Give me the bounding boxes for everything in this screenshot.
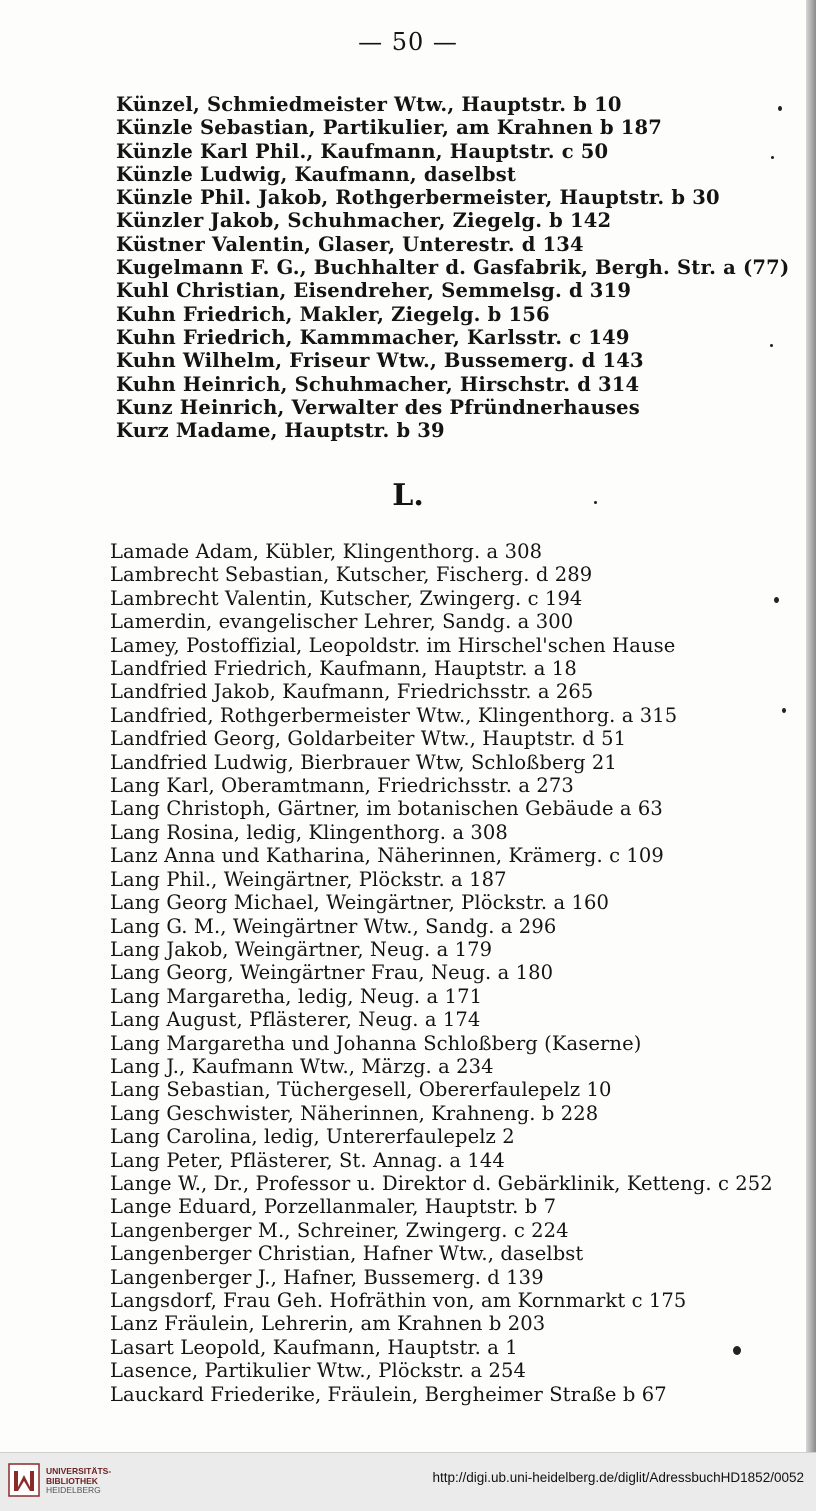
directory-entry: Langenberger M., Schreiner, Zwingerg. c 224 — [110, 1218, 569, 1242]
directory-entry: Lang Jakob, Weingärtner, Neug. a 179 — [110, 937, 493, 961]
scan-speck — [771, 156, 774, 159]
directory-entry: Lang Sebastian, Tüchergesell, Obererfaulepelz 10 — [110, 1078, 612, 1102]
entries-k — [116, 93, 796, 442]
scan-speck — [782, 708, 786, 713]
directory-entry: Langenberger Christian, Hafner Wtw., daselbst — [110, 1242, 584, 1266]
directory-entry: Landfried Ludwig, Bierbrauer Wtw, Schloßberg 21 — [110, 750, 617, 774]
directory-entry: Lang Christoph, Gärtner, im botanischen Gebäude a 63 — [110, 797, 663, 821]
scan-speck — [778, 106, 782, 111]
directory-entry: Kuhn Wilhelm, Friseur Wtw., Bussemerg. d 143 — [116, 349, 644, 373]
directory-entry: Lamade Adam, Kübler, Klingenthorg. a 308 — [110, 540, 543, 563]
directory-entry: Lange Eduard, Porzellanmaler, Hauptstr. b 7 — [110, 1195, 557, 1219]
directory-entry: Lang Peter, Pflästerer, St. Annag. a 144 — [110, 1148, 505, 1172]
scan-speck — [733, 1346, 741, 1355]
directory-entry: Lauckard Friederike, Fräulein, Bergheimer Straße b 67 — [110, 1382, 667, 1406]
directory-entry: Lang Phil., Weingärtner, Plöckstr. a 187 — [110, 867, 507, 891]
directory-entry: Langenberger J., Hafner, Bussemerg. d 139 — [110, 1265, 544, 1289]
source-url-link[interactable]: http://digi.ub.uni-heidelberg.de/diglit/AdressbuchHD1852/0052 — [432, 1470, 804, 1485]
logo-line-3: HEIDELBERG — [46, 1485, 101, 1495]
entries-l — [110, 540, 800, 1406]
logo-line-2: BIBLIOTHEK — [46, 1475, 98, 1486]
directory-entry: Künzle Karl Phil., Kaufmann, Hauptstr. c 50 — [116, 139, 609, 163]
directory-entry: Küstner Valentin, Glaser, Unterestr. d 134 — [116, 232, 584, 256]
directory-entry: Kuhn Friedrich, Makler, Ziegelg. b 156 — [116, 302, 550, 326]
directory-entry: Lasart Leopold, Kaufmann, Hauptstr. a 1 — [110, 1335, 518, 1359]
directory-entry: Lang Margaretha und Johanna Schloßberg (Kaserne) — [110, 1031, 642, 1055]
directory-entry: Künzle Sebastian, Partikulier, am Krahnen b 187 — [116, 116, 663, 140]
page-edge-shadow — [806, 0, 816, 1452]
directory-entry: Lang J., Kaufmann Wtw., Märzg. a 234 — [110, 1054, 494, 1078]
directory-entry: Kuhl Christian, Eisendreher, Semmelsg. d 319 — [116, 279, 632, 303]
directory-entry: Landfried, Rothgerbermeister Wtw., Klingenthorg. a 315 — [110, 703, 678, 727]
directory-entry: Lang G. M., Weingärtner Wtw., Sandg. a 296 — [110, 914, 557, 938]
directory-entry: Lang Georg Michael, Weingärtner, Plöckstr. a 160 — [110, 891, 609, 915]
directory-entry: Lang Karl, Oberamtmann, Friedrichsstr. a 273 — [110, 774, 574, 798]
directory-entry: Lang Geschwister, Näherinnen, Krahneng. b 228 — [110, 1101, 599, 1125]
directory-entry: Lang August, Pflästerer, Neug. a 174 — [110, 1008, 481, 1032]
footer-bar — [0, 1452, 816, 1511]
directory-entry: Landfried Jakob, Kaufmann, Friedrichsstr. a 265 — [110, 680, 594, 704]
scan-speck — [774, 597, 779, 603]
directory-entry: Künzel, Schmiedmeister Wtw., Hauptstr. b 10 — [116, 93, 622, 116]
directory-entry: Kugelmann F. G., Buchhalter d. Gasfabrik, Bergh. Str. a (77) — [116, 256, 790, 280]
directory-entry: Kuhn Heinrich, Schuhmacher, Hirschstr. d 314 — [116, 372, 640, 396]
directory-entry: Lang Georg, Weingärtner Frau, Neug. a 180 — [110, 961, 554, 985]
directory-entry: Kurz Madame, Hauptstr. b 39 — [116, 419, 445, 443]
directory-entry: Lanz Anna und Katharina, Näherinnen, Krämerg. c 109 — [110, 844, 664, 868]
directory-entry: Lang Rosina, ledig, Klingenthorg. a 308 — [110, 820, 508, 844]
directory-entry: Lanz Fräulein, Lehrerin, am Krahnen b 203 — [110, 1312, 546, 1336]
directory-entry: Kuhn Friedrich, Kammmacher, Karlsstr. c 149 — [116, 325, 630, 349]
letter-heading-l: L. — [392, 478, 424, 513]
directory-entry: Lang Margaretha, ledig, Neug. a 171 — [110, 984, 483, 1008]
directory-entry: Landfried Georg, Goldarbeiter Wtw., Hauptstr. d 51 — [110, 727, 627, 751]
directory-entry: Kunz Heinrich, Verwalter des Pfründnerhauses — [116, 395, 640, 419]
logo-line-1: UNIVERSITÄTS- — [46, 1466, 112, 1476]
directory-entry: Lambrecht Valentin, Kutscher, Zwingerg. c 194 — [110, 586, 583, 610]
directory-entry: Lamey, Postoffizial, Leopoldstr. im Hirschel'schen Hause — [110, 633, 676, 657]
directory-entry: Lasence, Partikulier Wtw., Plöckstr. a 254 — [110, 1359, 527, 1383]
directory-entry: Lang Carolina, ledig, Untererfaulepelz 2 — [110, 1125, 515, 1149]
university-library-logo-icon — [8, 1463, 40, 1497]
library-logo-text — [46, 1467, 126, 1496]
directory-entry: Lange W., Dr., Professor u. Direktor d. Gebärklinik, Ketteng. c 252 — [110, 1171, 773, 1195]
scan-speck — [594, 501, 597, 504]
directory-entry: Lamerdin, evangelischer Lehrer, Sandg. a 300 — [110, 610, 574, 634]
page-number: — 50 — — [358, 28, 458, 56]
directory-entry: Langsdorf, Frau Geh. Hofräthin von, am Kornmarkt c 175 — [110, 1289, 687, 1312]
directory-entry: Künzler Jakob, Schuhmacher, Ziegelg. b 142 — [116, 209, 612, 233]
directory-entry: Künzle Ludwig, Kaufmann, daselbst — [116, 162, 517, 186]
directory-entry: Künzle Phil. Jakob, Rothgerbermeister, Hauptstr. b 30 — [116, 186, 720, 210]
directory-entry: Landfried Friedrich, Kaufmann, Hauptstr. a 18 — [110, 657, 577, 681]
directory-entry: Lambrecht Sebastian, Kutscher, Fischerg. d 289 — [110, 563, 593, 587]
scan-speck — [770, 344, 773, 347]
